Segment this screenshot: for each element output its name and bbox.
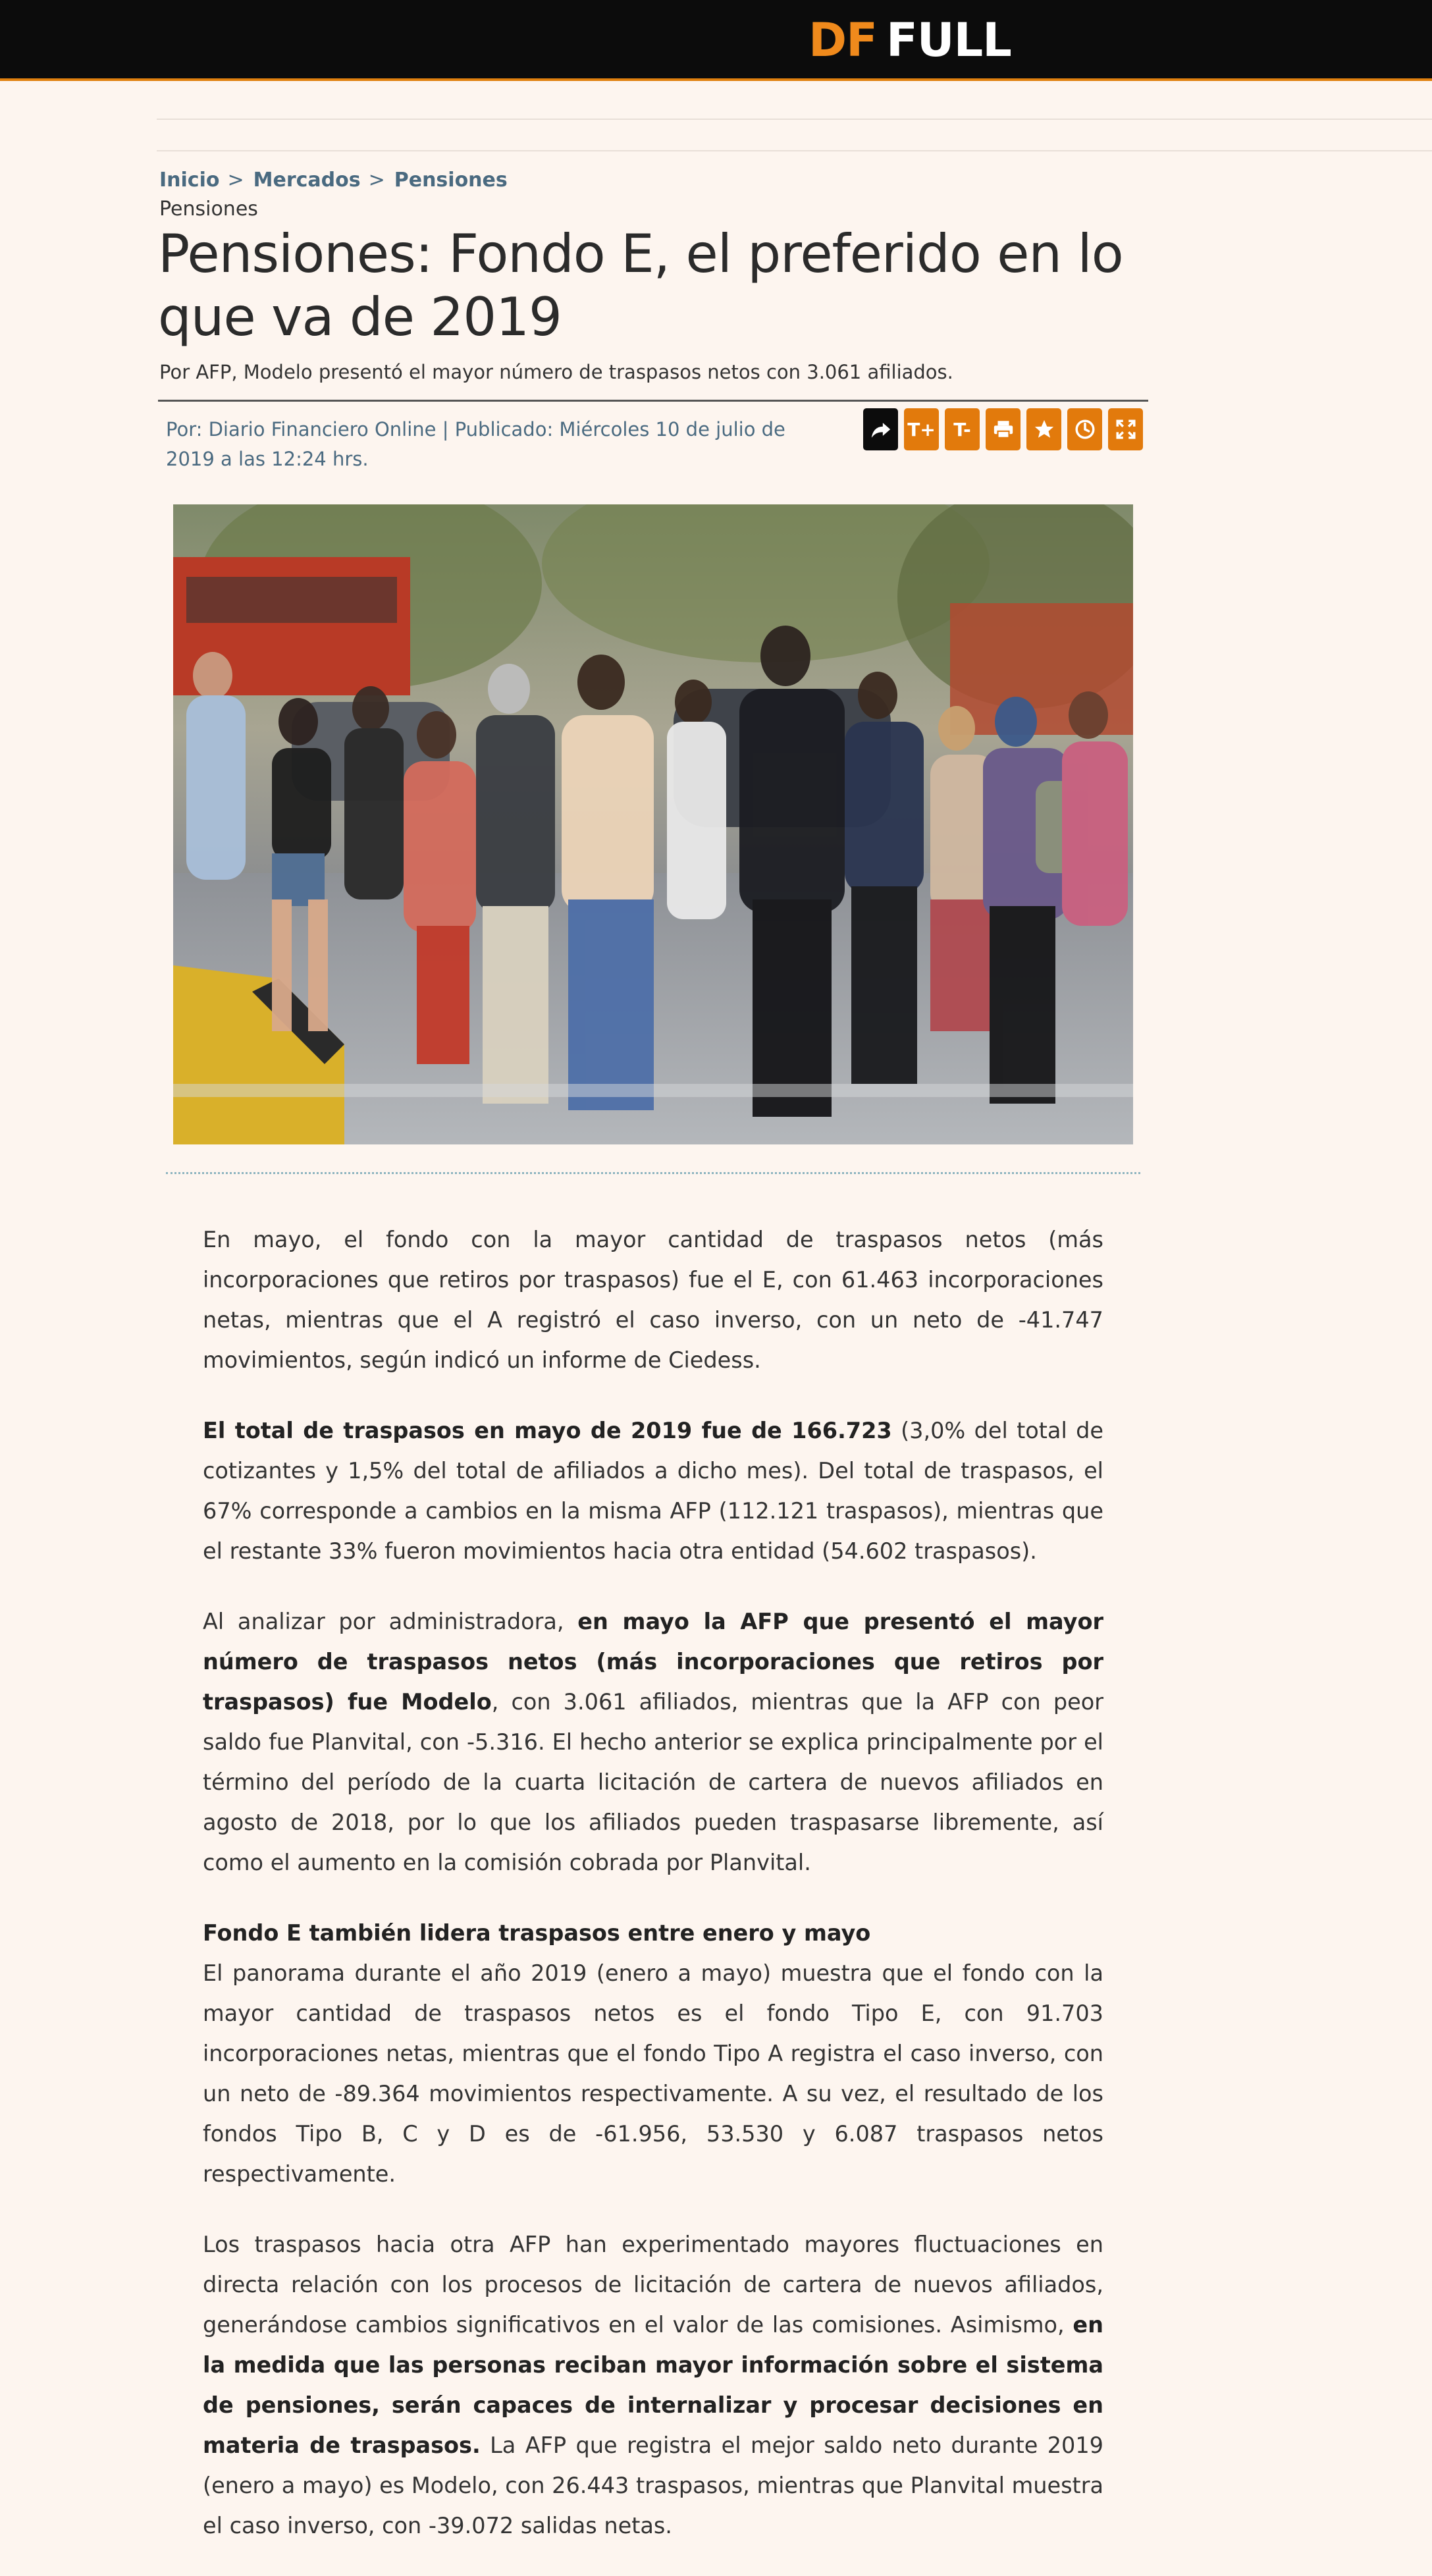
paragraph-5 bbox=[203, 2224, 1103, 2546]
favorite-button[interactable] bbox=[1026, 408, 1061, 450]
fullscreen-button[interactable] bbox=[1108, 408, 1143, 450]
paragraph-5-bold: en la medida que las personas reciban mayor información sobre el sistema de pensiones, serán capaces de internalizar y procesar decisiones en materia de traspasos. bbox=[203, 2312, 1103, 2458]
article-subtitle: Por AFP, Modelo presentó el mayor número de traspasos netos con 3.061 afiliados. bbox=[159, 361, 953, 383]
article-toolbar bbox=[863, 408, 1143, 450]
meta-divider bbox=[158, 400, 1148, 402]
pedestrians-photo bbox=[173, 504, 1133, 1144]
breadcrumb-separator: > bbox=[368, 169, 385, 192]
section-label: Pensiones bbox=[159, 198, 258, 221]
breadcrumb-inicio[interactable]: Inicio bbox=[159, 169, 220, 192]
share-icon bbox=[870, 418, 892, 441]
top-bar bbox=[0, 0, 1432, 81]
star-icon bbox=[1033, 418, 1055, 441]
breadcrumb-mercados[interactable]: Mercados bbox=[253, 169, 361, 192]
nav-divider-top bbox=[157, 119, 1432, 120]
article-photo bbox=[173, 504, 1133, 1144]
expand-icon bbox=[1115, 418, 1137, 441]
article-title: Pensiones: Fondo E, el preferido en lo que va de 2019 bbox=[158, 223, 1123, 348]
paragraph-5-start: Los traspasos hacia otra AFP han experimentado mayores fluctuaciones en directa relación con los procesos de licitación de cartera de nuevos afiliados, generándose cambios significativos en el valor de las comisiones. Asimismo, bbox=[203, 2232, 1103, 2338]
paragraph-1: En mayo, el fondo con la mayor cantidad de traspasos netos (más incorporaciones que retiros por traspasos) fue el E, con 61.463 incorporaciones netas, mientras que el A registró el caso inverso, con un neto de -41.747 movimientos, según indicó un informe de Ciedess. bbox=[203, 1227, 1103, 1373]
share-button[interactable] bbox=[863, 408, 898, 450]
paragraph-3-text: , con 3.061 afiliados, mientras que la AFP con peor saldo fue Planvital, con -5.316. El hecho anterior se explica principalmente por el término del período de la cuarta licitación de cartera de nuevos afiliados en agosto de 2018, por lo que los afiliados pueden traspasarse libremente, así como el aumento en la comisión cobrada por Planvital. bbox=[203, 1689, 1103, 1875]
df-full-logo[interactable]: DF FULL bbox=[809, 13, 1011, 67]
breadcrumb bbox=[159, 167, 508, 194]
paragraph-2 bbox=[203, 1410, 1103, 1571]
breadcrumb-pensiones[interactable]: Pensiones bbox=[394, 169, 508, 192]
paragraph-2-text: (3,0% del total de cotizantes y 1,5% del total de afiliados a dicho mes). Del total de traspasos, el 67% corresponde a cambios en la misma AFP (112.121 traspasos), mientras que el restante 33% fueron movimientos hacia otra entidad (54.602 traspasos). bbox=[203, 1418, 1103, 1564]
clock-icon bbox=[1074, 418, 1096, 441]
photo-divider bbox=[166, 1172, 1140, 1174]
paragraph-3-start: Al analizar por administradora, bbox=[203, 1609, 578, 1634]
font-increase-button[interactable]: T+ bbox=[904, 408, 939, 450]
print-icon bbox=[992, 418, 1015, 441]
nav-divider-bottom bbox=[157, 150, 1432, 151]
article-body bbox=[203, 1220, 1103, 2576]
paragraph-4: El panorama durante el año 2019 (enero a mayo) muestra que el fondo con la mayor cantidad de traspasos netos es el fondo Tipo E, con 91.703 incorporaciones netas, mientras que el fondo Tipo A registra el caso inverso, con un neto de -89.364 movimientos respectivamente. A su vez, el resultado de los fondos Tipo B, C y D es de -61.956, 53.530 y 6.087 traspasos netos respectivamente. bbox=[203, 1960, 1103, 2187]
paragraph-2-bold: El total de traspasos en mayo de 2019 fue de 166.723 bbox=[203, 1418, 892, 1443]
breadcrumb-separator: > bbox=[227, 169, 244, 192]
history-button[interactable] bbox=[1067, 408, 1102, 450]
font-decrease-button[interactable]: T- bbox=[945, 408, 980, 450]
paragraph-3 bbox=[203, 1601, 1103, 1883]
article-byline: Por: Diario Financiero Online | Publicado: Miércoles 10 de julio de 2019 a las 12:24 hrs. bbox=[166, 418, 785, 470]
print-button[interactable] bbox=[986, 408, 1021, 450]
section-heading: Fondo E también lidera traspasos entre enero y mayo bbox=[203, 1920, 871, 1946]
paragraph-5-text: La AFP que registra el mejor saldo neto durante 2019 (enero a mayo) es Modelo, con 26.443 traspasos, mientras que Planvital muestra el caso inverso, con -39.072 salidas netas. bbox=[203, 2432, 1104, 2538]
paragraph-3-bold: en mayo la AFP que presentó el mayor número de traspasos netos (más incorporaciones que retiros por traspasos) fue Modelo bbox=[203, 1609, 1104, 1715]
